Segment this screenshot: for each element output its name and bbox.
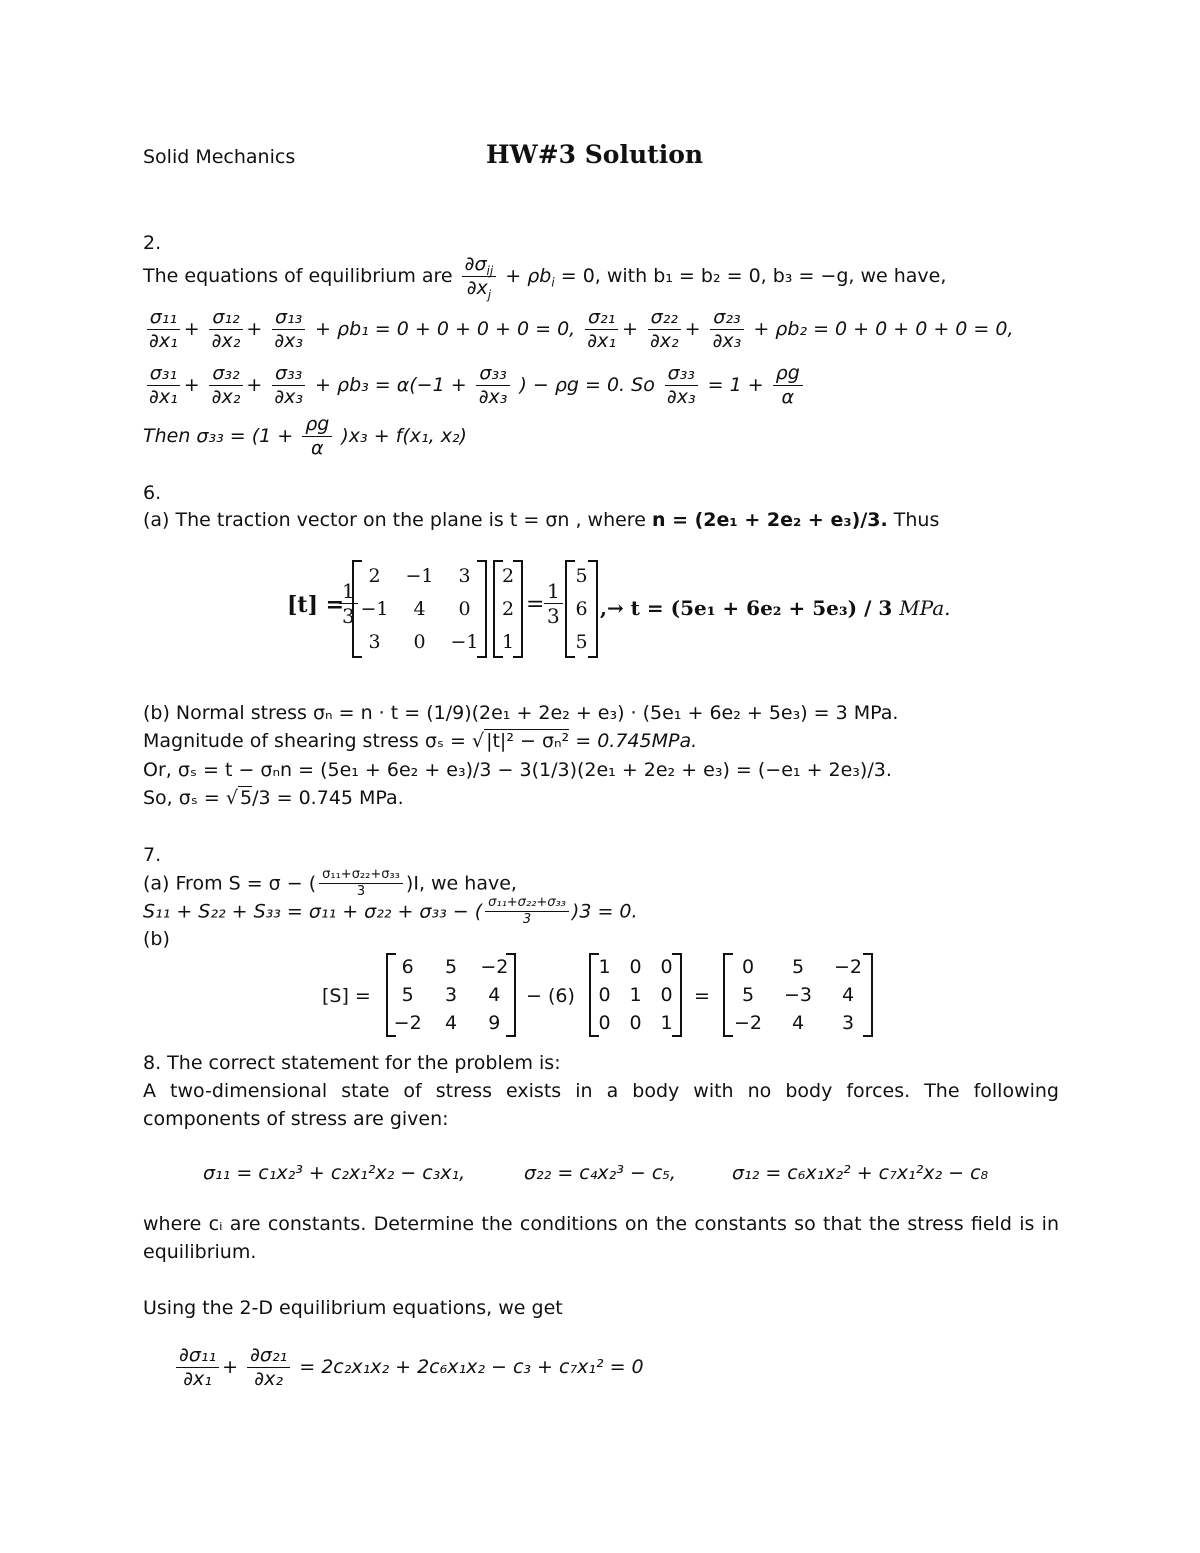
matrix-cell: 6 bbox=[575, 597, 588, 620]
sigma12-expression: σ₁₂ = c₆x₁x₂² + c₇x₁²x₂ − c₈ bbox=[732, 1162, 989, 1184]
course-name: Solid Mechanics bbox=[143, 146, 296, 168]
matrix-cell: 5 bbox=[791, 956, 805, 978]
matrix-cell: 0 bbox=[629, 1012, 642, 1034]
matrix-cell: 3 bbox=[841, 1012, 855, 1034]
intro-text: The equations of equilibrium are bbox=[143, 264, 453, 287]
matrix-cell: 0 bbox=[629, 956, 642, 978]
matrix-cell: 5 bbox=[444, 956, 458, 978]
matrix-cell: 9 bbox=[488, 1012, 501, 1034]
matrix-cell: 4 bbox=[841, 984, 855, 1006]
matrix-cell: 3 bbox=[368, 630, 381, 653]
problem-7-number: 7. bbox=[143, 844, 162, 866]
normal-stress-line: (b) Normal stress σₙ = n · t = (1/9)(2e₁ + 2e₂ + e₃) · (5e₁ + 6e₂ + 5e₃) = 3 MPa. bbox=[143, 702, 899, 724]
matrix-cell: 5 bbox=[741, 984, 755, 1006]
problem-8-statement: A two-dimensional state of stress exists in a body with no body forces. The following components of stress are given: bbox=[143, 1080, 1059, 1130]
matrix-cell: 0 bbox=[598, 984, 611, 1006]
stress-matrix bbox=[352, 560, 487, 658]
matrix-cell: 1 bbox=[598, 956, 611, 978]
matrix-cell: 1 bbox=[501, 630, 515, 653]
matrix-cell: 1 bbox=[660, 1012, 673, 1034]
problem-6a-text: (a) The traction vector on the plane is t = σn , where n = (2e₁ + 2e₂ + e₃)/3. Thus bbox=[143, 509, 940, 531]
equilibrium-row-2: $\frac{\text{σ₃₁}}{\text{∂x₁}}$ + $\frac{\text{σ₃₂}}{\text{∂x₂}}$ + $\frac{\text{σ₃₃}}{\text{∂x₃}}$ + ρb₃ = α(−1 + $\frac{\text{σ₃₃}}{\text{∂x₃}}$ ) − ρg = 0. So $\frac{\text{σ₃₃}}{\text{∂x₃}}$ = 1 + $\frac{\rho g}{\alpha}$ bbox=[143, 363, 806, 408]
matrix-cell: 0 bbox=[413, 630, 426, 653]
shear-magnitude-line: Magnitude of shearing stress σₛ = √ |t|² − σₙ² = 0.745MPa. bbox=[143, 730, 698, 752]
deviatoric-matrix bbox=[723, 953, 873, 1037]
sigma11-expression: σ₁₁ = c₁x₂³ + c₂x₁²x₂ − c₃x₁, bbox=[203, 1162, 466, 1184]
equals-sign-2: = bbox=[694, 985, 710, 1007]
matrix-cell: 2 bbox=[501, 565, 515, 588]
matrix-cell: 0 bbox=[660, 984, 673, 1006]
stress-matrix-b bbox=[386, 953, 516, 1037]
deviatoric-trace: S₁₁ + S₂₂ + S₃₃ = σ₁₁ + σ₂₂ + σ₃₃ − ( $\frac{\text{σ₁₁+σ₂₂+σ₃₃}}{3}$ )3 = 0. bbox=[143, 895, 638, 928]
matrix-cell: −2 bbox=[393, 1012, 422, 1034]
sigma33-result: Then σ₃₃ = (1 + $\frac{\rho g}{\alpha}$ )x₃ + f(x₁, x₂) bbox=[143, 413, 467, 459]
matrix-cell: 5 bbox=[575, 565, 588, 588]
traction-label: [t] = bbox=[287, 592, 345, 618]
problem-6-number: 6. bbox=[143, 482, 162, 504]
matrix-cell: 4 bbox=[444, 1012, 458, 1034]
minus-six: − (6) bbox=[526, 985, 575, 1007]
matrix-cell: 2 bbox=[501, 597, 515, 620]
matrix-cell: 6 bbox=[401, 956, 414, 978]
equilibrium-row-1: $\frac{\text{σ₁₁}}{\text{∂x₁}}$ + $\frac{\text{σ₁₂}}{\text{∂x₂}}$ + $\frac{\text{σ₁₃}}{\text{∂x₃}}$ + ρb₁ = 0 + 0 + 0 + 0 = 0, $\frac{\text{σ₂₁}}{\text{∂x₁}}$ + $\frac{\text{σ₂₂}}{\text{∂x₂}}$ + $\frac{\text{σ₂₃}}{\text{∂x₃}}$ + ρb₂ = 0 + 0 + 0 + 0 = 0, bbox=[143, 307, 1014, 352]
matrix-cell: −3 bbox=[783, 984, 812, 1006]
matrix-cell: 4 bbox=[413, 597, 426, 620]
matrix-cell: 5 bbox=[401, 984, 414, 1006]
one-third-fraction-1: $\frac{1}{3}$ bbox=[336, 580, 361, 627]
matrix-cell: 0 bbox=[660, 956, 673, 978]
page-title: HW#3 Solution bbox=[486, 140, 704, 169]
using-equilibrium-text: Using the 2-D equilibrium equations, we get bbox=[143, 1297, 563, 1319]
normal-vector bbox=[493, 560, 523, 658]
matrix-cell: 4 bbox=[791, 1012, 805, 1034]
one-third-fraction-2: $\frac{1}{3}$ bbox=[541, 580, 566, 627]
traction-result: ,→ t = (5e₁ + 6e₂ + 5e₃) / 3 MPa. bbox=[600, 596, 951, 620]
problem-8-where: where cᵢ are constants. Determine the conditions on the constants so that the stress field is in equilibrium. bbox=[143, 1213, 1059, 1263]
equals-sign: = bbox=[526, 592, 545, 617]
matrix-cell: −1 bbox=[360, 597, 389, 620]
shear-vector-line: Or, σₛ = t − σₙn = (5e₁ + 6e₂ + e₃)/3 − 3(1/3)(2e₁ + 2e₂ + e₃) = (−e₁ + 2e₃)/3. bbox=[143, 759, 892, 781]
problem-2-number: 2. bbox=[143, 232, 162, 254]
matrix-cell: −2 bbox=[480, 956, 509, 978]
matrix-cell: −2 bbox=[833, 956, 862, 978]
matrix-cell: −1 bbox=[405, 565, 434, 588]
problem-7b-label: (b) bbox=[143, 928, 170, 950]
matrix-cell: 2 bbox=[368, 565, 381, 588]
shear-value-line: So, σₛ = √ 5/3 = 0.745 MPa. bbox=[143, 787, 404, 809]
matrix-cell: 4 bbox=[488, 984, 501, 1006]
matrix-cell: 5 bbox=[575, 630, 588, 653]
identity-matrix bbox=[589, 953, 682, 1037]
matrix-cell: −2 bbox=[733, 1012, 762, 1034]
matrix-cell: 1 bbox=[629, 984, 642, 1006]
matrix-cell: 0 bbox=[598, 1012, 611, 1034]
matrix-cell: 3 bbox=[458, 565, 471, 588]
dsigma-ij-fraction: $\frac{\partial\sigma_{ij}}{\partial x_j}$ bbox=[462, 254, 497, 299]
matrix-cell: −1 bbox=[450, 630, 479, 653]
problem-2-intro: The equations of equilibrium are $\frac{\partial\sigma_{ij}}{\partial x_j}$ + $\rho b_i = 0$, with b₁ = b₂ = 0, b₃ = −g, we have, bbox=[143, 253, 947, 302]
problem-8-heading: 8. The correct statement for the problem is: bbox=[143, 1052, 561, 1074]
traction-vector bbox=[565, 560, 598, 658]
matrix-cell: 0 bbox=[741, 956, 755, 978]
matrix-cell: 0 bbox=[458, 597, 471, 620]
sigma22-expression: σ₂₂ = c₄x₂³ − c₅, bbox=[524, 1162, 676, 1184]
deviatoric-definition: (a) From S = σ − ( $\frac{\text{σ₁₁+σ₂₂+σ₃₃}}{3}$ )I, we have, bbox=[143, 867, 517, 900]
s-matrix-label: [S] = bbox=[322, 985, 371, 1007]
matrix-cell: 3 bbox=[444, 984, 458, 1006]
final-equilibrium-equation: $\frac{\text{∂σ₁₁}}{\text{∂x₁}}$ + $\frac{\text{∂σ₂₁}}{\text{∂x₂}}$ = 2c₂x₁x₂ + 2c₆x₁x₂ − c₃ + c₇x₁² = 0 bbox=[173, 1345, 644, 1390]
